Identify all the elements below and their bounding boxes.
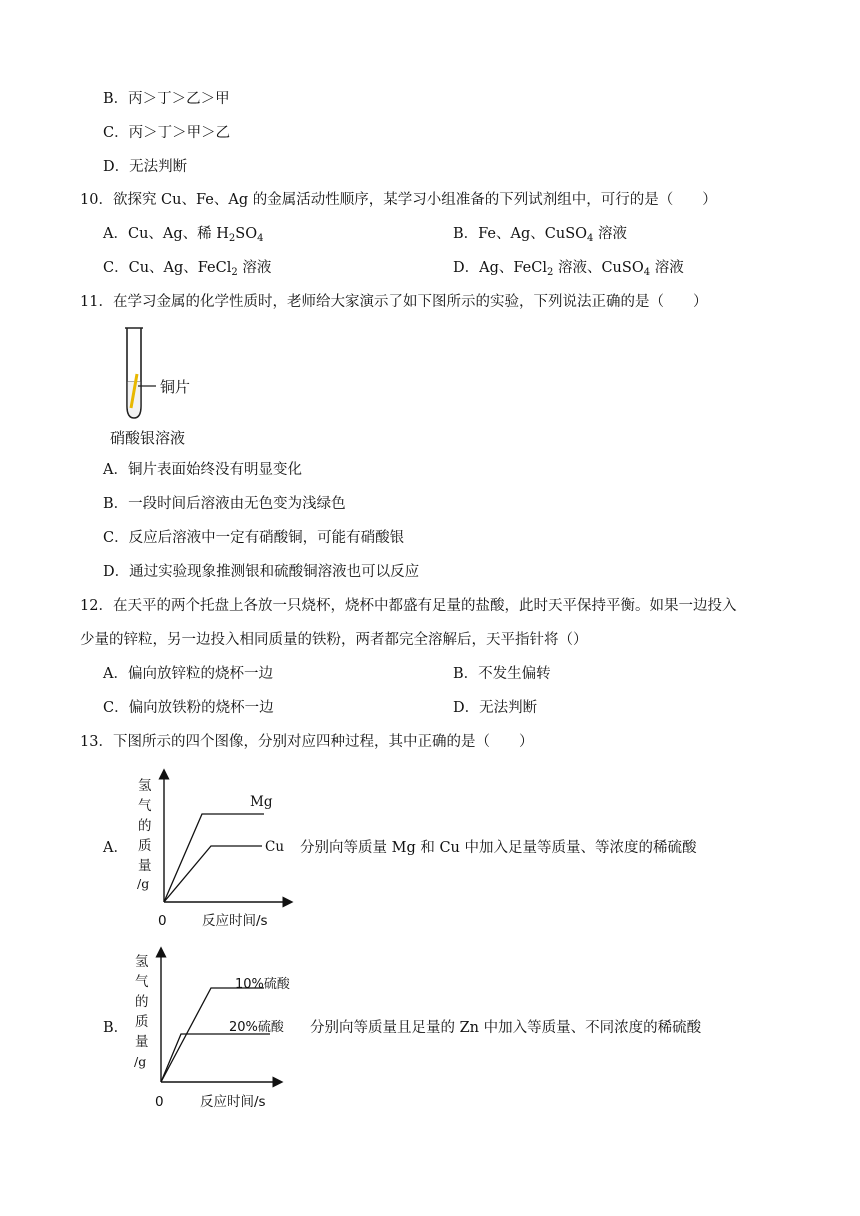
q10-stem: 10．欲探究 Cu、Fe、Ag 的金属活动性顺序，某学习小组准备的下列试剂组中，可行的是（ ） [80, 192, 717, 208]
q12-option-c: C．偏向放铁粉的烧杯一边 [103, 700, 274, 716]
graph-a-curve-cu [164, 846, 262, 902]
graph-a-series-label-cu: Cu [265, 839, 285, 855]
graph-b-series-label-10pct: 10%硫酸 [235, 977, 290, 992]
graph-a-series-label-mg: Mg [250, 794, 273, 810]
q10-option-d: D．Ag、FeCl$_2$ 溶液、CuSO$_4$ 溶液 [453, 260, 684, 278]
copper-label: 铜片 [160, 378, 191, 396]
q10-option-b: B．Fe、Ag、CuSO$_4$ 溶液 [453, 226, 627, 244]
graph-b-origin: 0 [155, 1094, 164, 1110]
q12-option-d: D．无法判断 [453, 700, 538, 716]
svg-text:/g: /g [134, 1054, 147, 1069]
graph-b-y-label [134, 954, 149, 1069]
graph-a-curve-mg [164, 814, 264, 902]
svg-text:气: 气 [138, 798, 152, 814]
q9-option-c: C．丙＞丁＞甲＞乙 [103, 125, 231, 141]
graph-a-origin: 0 [158, 913, 167, 929]
q12-option-a: A．偏向放锌粒的烧杯一边 [103, 666, 273, 682]
q12-option-b: B．不发生偏转 [453, 666, 551, 682]
svg-text:氢: 氢 [135, 954, 149, 970]
svg-text:/g: /g [137, 876, 150, 891]
graph-b-curve-10pct [161, 988, 264, 1082]
graph-a [128, 768, 294, 930]
graph-b-curve-20pct [161, 1034, 270, 1082]
q13-option-b-description: 分别向等质量且足量的 Zn 中加入等质量、不同浓度的稀硫酸 [310, 1020, 702, 1036]
q12-stem-line2: 少量的锌粒，另一边投入相同质量的铁粉，两者都完全溶解后，天平指针将（） [80, 632, 588, 648]
svg-text:的: 的 [138, 818, 152, 834]
q11-stem: 11．在学习金属的化学性质时，老师给大家演示了如下图所示的实验，下列说法正确的是（ ） [80, 294, 708, 310]
q11-option-d: D．通过实验现象推测银和硫酸铜溶液也可以反应 [103, 564, 420, 580]
solution-label: 硝酸银溶液 [110, 429, 186, 447]
svg-text:的: 的 [135, 994, 149, 1010]
svg-text:量: 量 [138, 858, 152, 874]
q13-stem: 13．下图所示的四个图像，分别对应四种过程，其中正确的是（ ） [80, 734, 534, 750]
q11-option-b: B．一段时间后溶液由无色变为浅绿色 [103, 496, 346, 512]
q10-option-c: C．Cu、Ag、FeCl$_2$ 溶液 [103, 260, 272, 278]
q9-option-d: D．无法判断 [103, 159, 188, 175]
svg-text:气: 气 [135, 974, 149, 990]
graph-a-x-label: 反应时间/s [202, 913, 268, 929]
svg-text:质: 质 [135, 1014, 149, 1030]
test-tube-figure [108, 324, 218, 450]
graph-b [128, 946, 294, 1112]
graph-a-y-label [137, 778, 152, 891]
q13-option-a-description: 分别向等质量 Mg 和 Cu 中加入足量等质量、等浓度的稀硫酸 [300, 840, 697, 856]
svg-text:量: 量 [135, 1034, 149, 1050]
svg-text:氢: 氢 [138, 778, 152, 794]
q11-option-c: C．反应后溶液中一定有硝酸铜，可能有硝酸银 [103, 530, 405, 546]
q13-option-a-label: A． [103, 840, 128, 856]
graph-b-series-label-20pct: 20%硫酸 [229, 1020, 284, 1035]
graph-b-x-label: 反应时间/s [200, 1094, 266, 1110]
q13-option-b-label: B． [103, 1020, 129, 1036]
q12-stem-line1: 12．在天平的两个托盘上各放一只烧杯，烧杯中都盛有足量的盐酸，此时天平保持平衡。如果一边投入 [80, 598, 737, 614]
q10-option-a: A．Cu、Ag、稀 $H_2SO_4$ [103, 226, 264, 244]
q9-option-b: B．丙＞丁＞乙＞甲 [103, 91, 230, 107]
q11-option-a: A．铜片表面始终没有明显变化 [103, 462, 302, 478]
svg-text:质: 质 [138, 838, 152, 854]
